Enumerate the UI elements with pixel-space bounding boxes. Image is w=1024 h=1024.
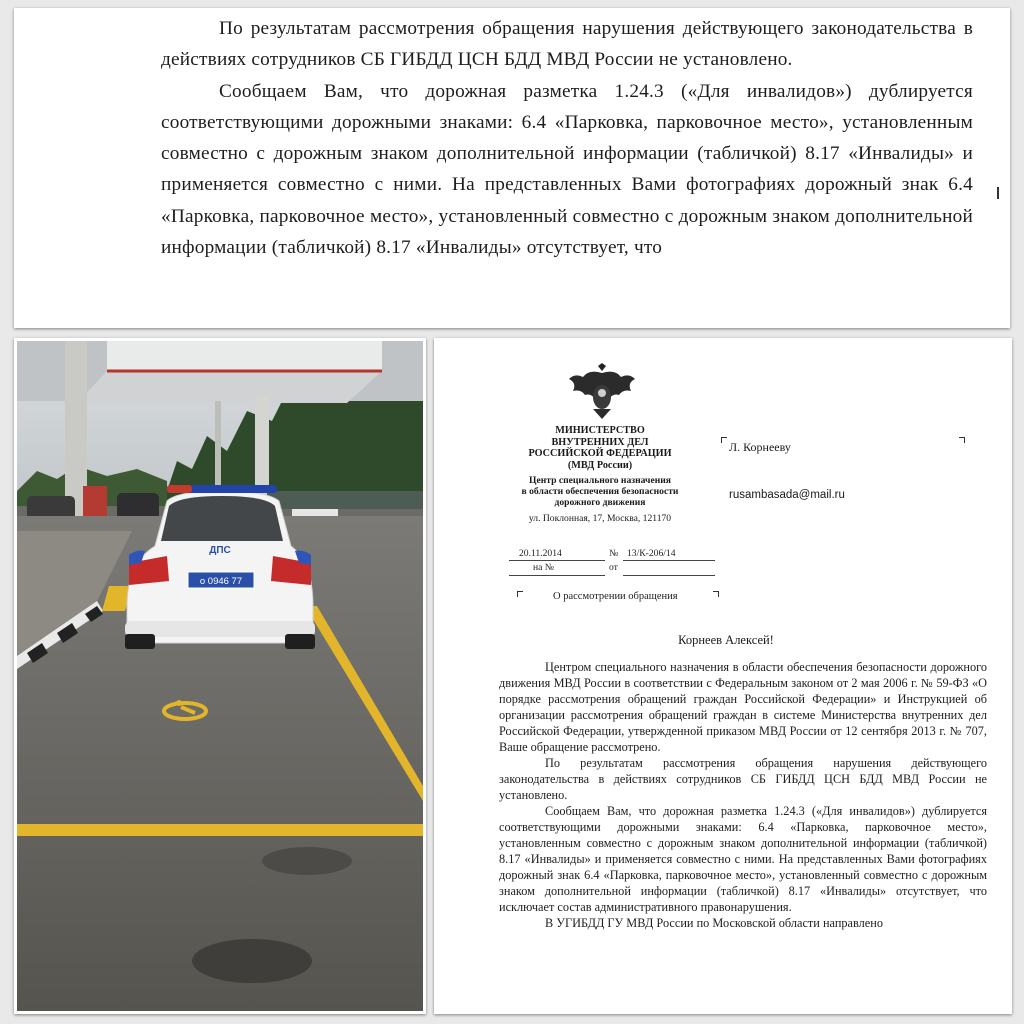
excerpt-paragraph: По результатам рассмотрения обращения нарушения действующего законодательства в действиях сотрудников СБ ГИБДД ЦСН БДД МВД России не установлено. (161, 18, 973, 71)
body-paragraph: В УГИБДД ГУ МВД России по Московской области направлено (545, 916, 883, 930)
official-letter (434, 338, 1012, 1014)
tire (125, 634, 155, 649)
letter-body (499, 659, 987, 931)
department-line: Центр специального назначения (529, 475, 671, 486)
double-headed-eagle-emblem-icon (569, 363, 635, 419)
ministry-header (493, 425, 707, 526)
letter-date: 20.11.2014 (519, 548, 562, 559)
greeting: Корнеев Алексей! (678, 633, 774, 647)
ref-label: на № (533, 562, 554, 573)
recipient-name: Л. Корнееву (729, 440, 791, 454)
plate-number: о 0946 77 (199, 576, 243, 587)
car-label: ДПС (209, 545, 231, 556)
department-line: дорожного движения (554, 497, 646, 508)
margin-mark (997, 187, 999, 199)
body-paragraph: По результатам рассмотрения обращения нарушения действующего законодательства в действиях сотрудников СБ ГИБДД ЦСН БДД МВД России не установлено. (499, 756, 987, 802)
header-line: (МВД России) (567, 459, 633, 471)
excerpt-text (161, 13, 973, 263)
header-line: МИНИСТЕРСТВО (555, 425, 645, 436)
photo-scene (17, 341, 423, 1011)
number-label: № (609, 548, 619, 559)
parking-line (17, 824, 423, 836)
rear-window (161, 496, 283, 541)
department-line: в области обеспечения безопасности (521, 486, 679, 497)
from-label: от (609, 562, 618, 573)
header-line: РОССИЙСКОЙ ФЕДЕРАЦИИ (528, 448, 672, 459)
tire (285, 634, 315, 649)
canopy-underside (77, 371, 382, 403)
body-paragraph: Сообщаем Вам, что дорожная разметка 1.24.3 («Для инвалидов») дублируется соответствующими дорожными знаками: 6.4 «Парковка, парковочное место», установленным совместно с дорожным знаком дополнительной информации (табличкой) 8.17 «Инвалиды» и применяется совместно с ними. На представленных Вами фотографиях дорожный знак 6.4 «Парковка, парковочное место», установленный совместно с дорожным знаком дополнительной информации (табличкой) 8.17 «Инвалиды» отсутствует, что исключает состав административного правонарушения. (499, 804, 987, 914)
recipient-email: rusambasada@mail.ru (729, 489, 845, 501)
excerpt-paragraph: Сообщаем Вам, что дорожная разметка 1.24.3 («Для инвалидов») дублируется соответствующими дорожными знаками: 6.4 «Парковка, парковочное место», установленным совместно с дорожным знаком дополнительной информации (табличкой) 8.17 «Инвалиды» и применяется совместно с ними. На представленных Вами фотографиях дорожный знак 6.4 «Парковка, парковочное место», установленный совместно с дорожным знаком дополнительной информации (табличкой) 8.17 «Инвалиды» отсутствует, что (161, 80, 973, 259)
parking-photo (14, 338, 426, 1014)
canopy-edge (107, 341, 382, 371)
address: ул. Поклонная, 17, Москва, 121170 (528, 513, 672, 524)
header-line: ВНУТРЕННИХ ДЕЛ (551, 436, 649, 448)
document-excerpt-zoom (14, 8, 1010, 328)
body-paragraph: Центром специального назначения в области обеспечения безопасности дорожного движения МВД России в соответствии с Федеральным законом от 2 мая 2006 г. № 59-ФЗ «О порядке рассмотрения обращений граждан Российской Федерации» и Инструкцией об организации рассмотрения обращений граждан в системе Министерства внутренних дел Российской Федерации, утвержденной приказом МВД России от 12 сентября 2013 г. № 707, Ваше обращение рассмотрено. (499, 660, 987, 754)
letter-subject: О рассмотрении обращения (553, 591, 678, 602)
letter-number: 13/К-206/14 (627, 548, 676, 559)
